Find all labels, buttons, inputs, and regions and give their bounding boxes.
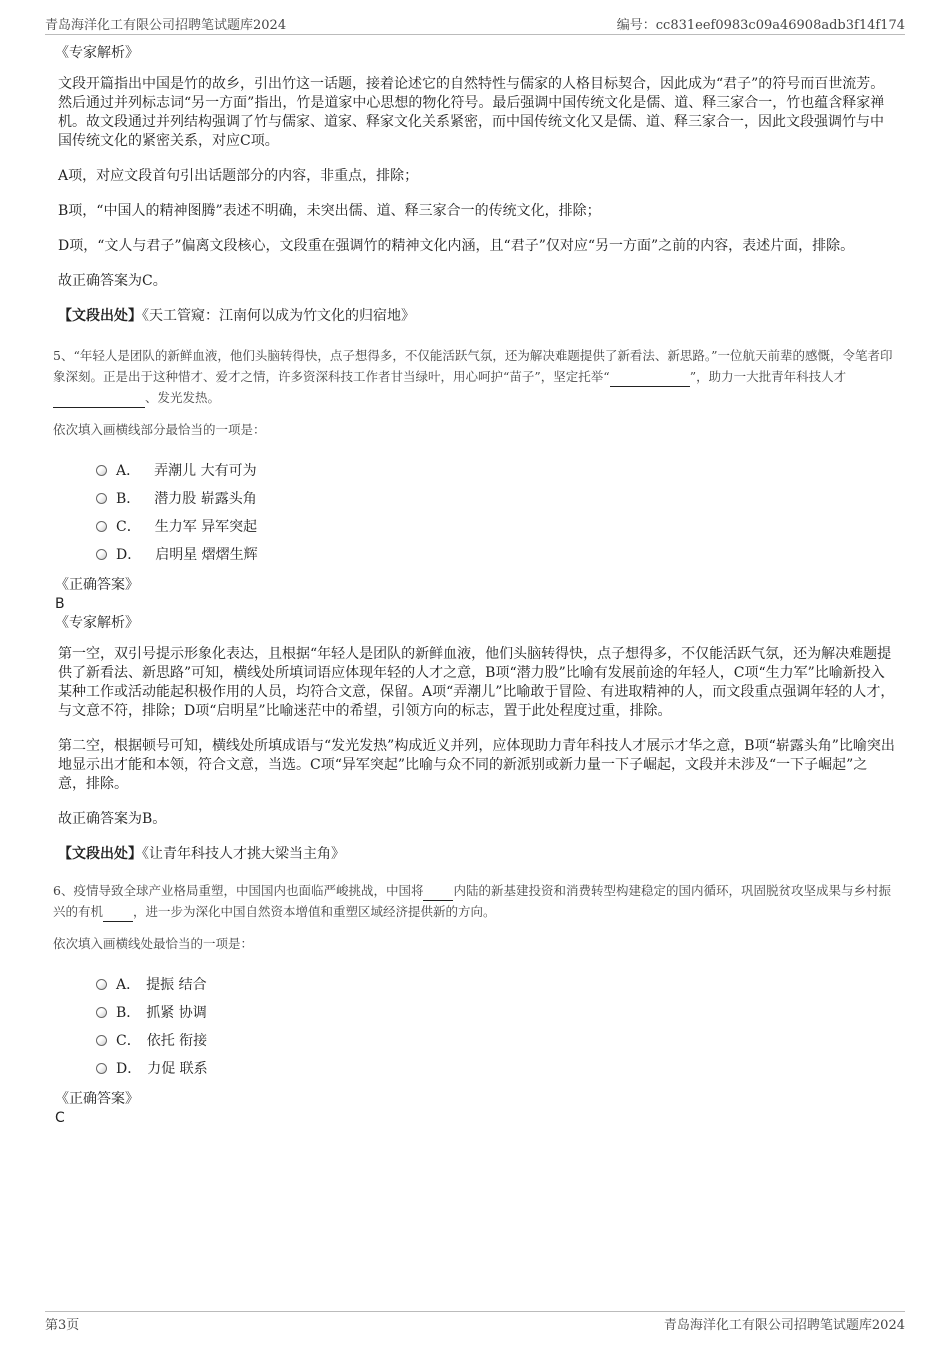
q4-analysis-option-b: B项，“中国人的精神图腾”表述不明确，未突出儒、道、释三家合一的传统文化，排除；	[58, 203, 601, 219]
page-footer	[45, 1311, 905, 1334]
q5-answer-label: 《正确答案》	[55, 577, 139, 593]
option-letter: C．	[116, 519, 141, 535]
q4-source-label: 【文段出处】	[58, 308, 142, 324]
option-text: 依托 衔接	[146, 1033, 208, 1049]
option-text: 抓紧 协调	[146, 1005, 207, 1021]
page-header	[45, 12, 905, 35]
q6-option-a[interactable]	[96, 970, 895, 998]
radio-icon[interactable]	[96, 979, 107, 990]
q4-source	[58, 307, 895, 326]
q5-conclusion: 故正确答案为B。	[58, 811, 167, 827]
q5-analysis-label: 《专家解析》	[55, 615, 139, 631]
option-text: 启明星 熠熠生辉	[155, 547, 258, 563]
q4-analysis-label: 《专家解析》	[55, 45, 139, 61]
q4-analysis-option-a: A项，对应文段首句引出话题部分的内容，非重点，排除；	[58, 168, 419, 184]
option-letter: A．	[116, 463, 141, 479]
q6-option-c[interactable]	[96, 1026, 895, 1054]
option-letter: A．	[116, 977, 141, 993]
q4-conclusion: 故正确答案为C。	[58, 273, 167, 289]
q5-stem-part1: 5、“年轻人是团队的新鲜血液，他们头脑转得快，点子想得多，不仅能活跃气氛，还为解决难题提供了新看法、新思路。”一位航天前辈的感慨，令笔者印象深刻。正是出于这种惜才、爱才之情，许多资深科技工作者甘当绿叶，用心呵护“苗子”，坚定托举“	[53, 348, 893, 384]
radio-icon[interactable]	[96, 549, 107, 560]
header-doc-id: 编号：cc831eef0983c09a46908adb3f14f174	[616, 17, 905, 33]
q5-stem-part2: ”，助力一大批青年科技人才	[689, 369, 847, 384]
option-letter: B．	[116, 491, 141, 507]
option-text: 力促 联系	[147, 1061, 208, 1077]
option-letter: D．	[116, 547, 142, 563]
q6-stem	[53, 880, 895, 922]
q5-analysis-paragraph-2: 第二空，根据顿号可知，横线处所填成语与“发光发热”构成近义并列，应体现助力青年科技人才展示才华之意，B项“崭露头角”比喻突出地显示出才能和本领，符合文意，当选。C项“异军突起”比喻与众不同的新派别或新力量一下子崛起，文段并未涉及“一下子崛起”之意，排除。	[58, 738, 895, 792]
q5-source-label: 【文段出处】	[58, 846, 142, 862]
q6-stem-part1: 6、疫情导致全球产业格局重塑，中国国内也面临严峻挑战，中国将	[53, 883, 424, 898]
q5-analysis-paragraph-1: 第一空，双引号提示形象化表达，且根据“年轻人是团队的新鲜血液，他们头脑转得快，点子想得多，不仅能活跃气氛，还为解决难题提供了新看法、新思路”可知，横线处所填词语应体现年轻的人才之意，B项“潜力股”比喻有发展前途的年轻人，C项“生力军”比喻新投入某种工作或活动能起积极作用的人员，均符合文意，保留。A项“弄潮儿”比喻敢于冒险、有进取精神的人，而文段重点强调年轻的人才，与文意不符，排除；D项“启明星”比喻迷茫中的希望，引领方向的标志，置于此处程度过重，排除。	[58, 646, 895, 719]
page-content	[55, 44, 895, 1128]
q5-blank-1	[610, 366, 690, 387]
q6-stem-part2: 内陆的新基建投资和消费转型构建稳定的国内循环，巩固脱贫攻坚成果与乡村振兴的有机	[53, 883, 891, 919]
q6-stem-part3: ，进一步为深化中国自然资本增值和重塑区域经济提供新的方向。	[133, 904, 496, 919]
radio-icon[interactable]	[96, 1007, 107, 1018]
option-text: 提振 结合	[146, 977, 207, 993]
q6-options	[96, 970, 895, 1082]
q5-source-title: 《让青年科技人才挑大梁当主角》	[142, 846, 345, 862]
radio-icon[interactable]	[96, 1063, 107, 1074]
option-text: 弄潮儿 大有可为	[154, 463, 257, 479]
q5-options	[96, 456, 895, 568]
option-letter: C．	[116, 1033, 141, 1049]
q6-answer-label: 《正确答案》	[55, 1091, 139, 1107]
radio-icon[interactable]	[96, 493, 107, 504]
q5-option-b[interactable]	[96, 484, 895, 512]
q5-stem	[53, 346, 895, 408]
radio-icon[interactable]	[96, 465, 107, 476]
footer-page-number: 第3页	[45, 1317, 80, 1333]
q5-answer: B	[55, 596, 65, 612]
header-doc-title: 青岛海洋化工有限公司招聘笔试题库2024	[45, 17, 287, 33]
q6-option-b[interactable]	[96, 998, 895, 1026]
q6-blank-2	[103, 901, 133, 922]
option-letter: D．	[116, 1061, 142, 1077]
footer-doc-title: 青岛海洋化工有限公司招聘笔试题库2024	[663, 1317, 905, 1333]
q5-source	[58, 845, 895, 864]
q6-prompt: 依次填入画横线处最恰当的一项是：	[53, 936, 254, 951]
option-letter: B．	[116, 1005, 141, 1021]
q4-analysis-paragraph: 文段开篇指出中国是竹的故乡，引出竹这一话题，接着论述它的自然特性与儒家的人格目标契合，因此成为“君子”的符号而百世流芳。然后通过并列标志词“另一方面”指出，竹是道家中心思想的物化符号。最后强调中国传统文化是儒、道、释三家合一，竹也蕴含释家禅机。故文段通过并列结构强调了竹与儒家、道家、释家文化关系紧密，而中国传统文化又是儒、道、释三家合一，因此文段强调竹与中国传统文化的紧密关系，对应C项。	[58, 76, 885, 149]
radio-icon[interactable]	[96, 521, 107, 532]
q4-source-title: 《天工管窥：江南何以成为竹文化的归宿地》	[142, 308, 415, 324]
q6-blank-1	[423, 880, 453, 901]
q6-answer: C	[55, 1110, 65, 1126]
q6-option-d[interactable]	[96, 1054, 895, 1082]
option-text: 生力军 异军突起	[154, 519, 258, 535]
q5-option-a[interactable]	[96, 456, 895, 484]
radio-icon[interactable]	[96, 1035, 107, 1046]
q5-blank-2	[53, 387, 145, 408]
q5-stem-part3: 、发光发热。	[145, 390, 221, 405]
q5-option-c[interactable]	[96, 512, 895, 540]
q5-prompt: 依次填入画横线部分最恰当的一项是：	[53, 422, 266, 437]
option-text: 潜力股 崭露头角	[154, 491, 257, 507]
q4-analysis-option-d: D项，“文人与君子”偏离文段核心，文段重在强调竹的精神文化内涵，且“君子”仅对应“另一方面”之前的内容，表述片面，排除。	[58, 238, 855, 254]
q5-option-d[interactable]	[96, 540, 895, 568]
